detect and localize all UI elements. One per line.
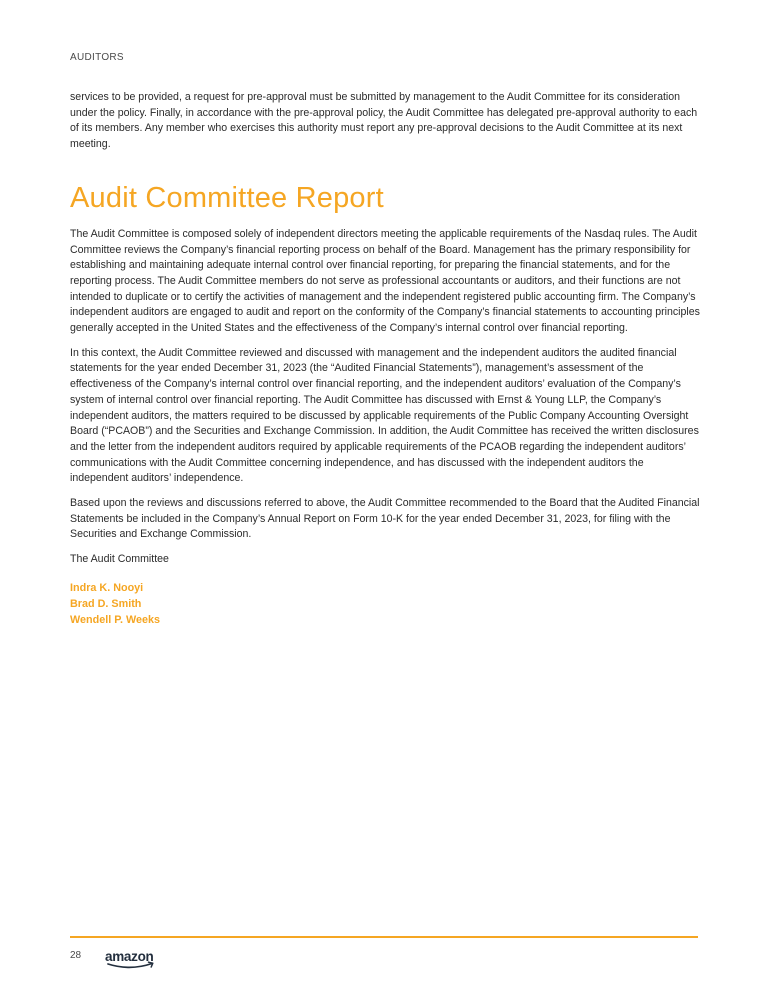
member-name: Brad D. Smith: [70, 597, 142, 610]
report-paragraph-1: The Audit Committee is composed solely of independent directors meeting the applicable requirements of the Nasdaq rules. The Audit Committee reviews the Company’s financial reporting process on behalf of the Board. Management has the primary responsibility for establishing and maintaining adequate internal control over financial reporting, for preparing the financial statements, and for the reporting process. The Audit Committee members do not serve as professional accountants or auditors, and their functions are not intended to duplicate or to certify the activities of management and the independent registered public accounting firm. The Company’s independent auditors are engaged to audit and report on the conformity of the Company’s financial statements to accounting principles generally accepted in the United States and the effectiveness of the Company’s internal control over financial reporting.: [70, 227, 700, 335]
footer-divider: [70, 936, 698, 938]
amazon-logo-icon: [104, 948, 164, 970]
signature-label: The Audit Committee: [70, 553, 169, 566]
amazon-smile-arc: [108, 964, 152, 968]
intro-paragraph: services to be provided, a request for pre-approval must be submitted by management to the Audit Committee for its consideration under the policy. Finally, in accordance with the pre-approval policy, the Audit Committee has delegated pre-approval authority to each of its members. Any member who exercises this authority must report any pre-approval decisions to the Audit Committee at its next meeting.: [70, 91, 698, 151]
report-paragraph-2: In this context, the Audit Committee reviewed and discussed with management and the independent auditors the audited financial statements for the year ended December 31, 2023 (the “Audited Financial Statements”), management’s assessment of the effectiveness of the Company’s internal control over financial reporting, and the independent auditors’ evaluation of the Company’s system of internal control over financial reporting. The Audit Committee has discussed with Ernst & Young LLP, the Company’s independent auditors, the matters required to be discussed by applicable requirements of the Public Company Accounting Oversight Board (“PCAOB”) and the Securities and Exchange Commission. In addition, the Audit Committee has received the written disclosures and the letter from the independent auditors required by applicable requirements of the PCAOB regarding the independent auditors’ communications with the Audit Committee concerning independence, and has discussed with the independent auditors the independent auditors’ independence.: [70, 346, 699, 485]
member-name: Wendell P. Weeks: [70, 613, 161, 626]
section-header-label: AUDITORS: [70, 52, 124, 63]
report-paragraph-3: Based upon the reviews and discussions referred to above, the Audit Committee recommended to the Board that the Audited Financial Statements be included in the Company’s Annual Report on Form 10-K for the year ended December 31, 2023, for filing with the Securities and Exchange Commission.: [70, 497, 700, 541]
member-list: [70, 580, 700, 628]
page-title: Audit Committee Report: [70, 181, 384, 214]
amazon-logo-wordmark: amazon: [105, 949, 154, 964]
page-number: 28: [70, 950, 82, 961]
page-content: [70, 90, 700, 628]
member-name: Indra K. Nooyi: [70, 581, 144, 594]
